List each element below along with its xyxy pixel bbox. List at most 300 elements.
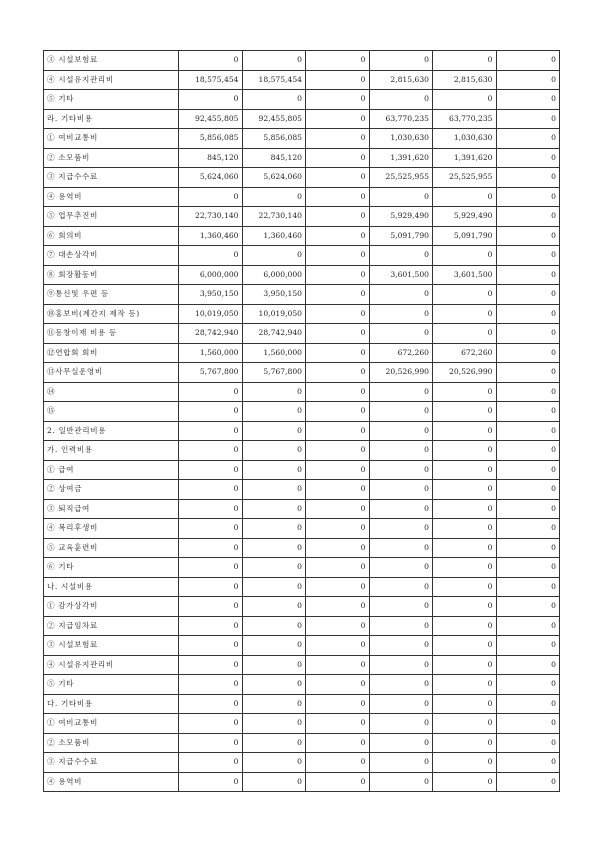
amount-cell: 0: [369, 714, 433, 734]
amount-cell: 0: [433, 675, 497, 695]
amount-cell: 0: [496, 207, 560, 227]
amount-cell: 5,856,085: [179, 129, 243, 149]
amount-cell: 1,391,620: [433, 148, 497, 168]
row-label: ④ 용역비: [44, 187, 179, 207]
amount-cell: 0: [242, 694, 306, 714]
amount-cell: 0: [306, 753, 370, 773]
amount-cell: 0: [179, 382, 243, 402]
row-label: ⑤ 교육훈련비: [44, 538, 179, 558]
amount-cell: 5,091,790: [433, 226, 497, 246]
row-label: 다. 기타비용: [44, 694, 179, 714]
amount-cell: 0: [242, 460, 306, 480]
amount-cell: 3,950,150: [179, 285, 243, 305]
row-label: ① 여비교통비: [44, 129, 179, 149]
amount-cell: 0: [306, 538, 370, 558]
amount-cell: 0: [496, 265, 560, 285]
amount-cell: 1,560,000: [179, 343, 243, 363]
amount-cell: 0: [369, 480, 433, 500]
amount-cell: 0: [306, 304, 370, 324]
amount-cell: 0: [242, 636, 306, 656]
amount-cell: 0: [496, 772, 560, 792]
table-row: [44, 480, 560, 500]
row-label: ③ 시설보험료: [44, 51, 179, 71]
amount-cell: 0: [369, 499, 433, 519]
amount-cell: 0: [496, 363, 560, 383]
amount-cell: 0: [496, 421, 560, 441]
amount-cell: 1,030,630: [369, 129, 433, 149]
amount-cell: 0: [179, 246, 243, 266]
amount-cell: 0: [433, 51, 497, 71]
amount-cell: 28,742,940: [179, 324, 243, 344]
amount-cell: 0: [496, 148, 560, 168]
amount-cell: 672,260: [433, 343, 497, 363]
amount-cell: 0: [306, 51, 370, 71]
amount-cell: 0: [306, 226, 370, 246]
amount-cell: 845,120: [242, 148, 306, 168]
amount-cell: 2,815,630: [369, 70, 433, 90]
amount-cell: 5,767,800: [242, 363, 306, 383]
row-label: ⑧ 회장활동비: [44, 265, 179, 285]
amount-cell: 25,525,955: [433, 168, 497, 188]
amount-cell: 0: [433, 558, 497, 578]
row-label: ⑨통신및 우편 등: [44, 285, 179, 305]
row-label: ⑫연합회 회비: [44, 343, 179, 363]
amount-cell: 0: [496, 109, 560, 129]
amount-cell: 0: [433, 655, 497, 675]
row-label: ③ 퇴직급여: [44, 499, 179, 519]
row-label: ⑮: [44, 402, 179, 422]
amount-cell: 0: [496, 70, 560, 90]
amount-cell: 0: [369, 675, 433, 695]
amount-cell: 0: [433, 460, 497, 480]
amount-cell: 0: [433, 480, 497, 500]
row-label: ⑩홍보비(계간지 제작 등): [44, 304, 179, 324]
amount-cell: 0: [433, 733, 497, 753]
amount-cell: 0: [306, 168, 370, 188]
amount-cell: 0: [369, 597, 433, 617]
row-label: ② 소모품비: [44, 733, 179, 753]
amount-cell: 3,950,150: [242, 285, 306, 305]
row-label: ⑪동창이재 비용 등: [44, 324, 179, 344]
table-row: [44, 129, 560, 149]
amount-cell: 0: [306, 460, 370, 480]
amount-cell: 0: [242, 538, 306, 558]
amount-cell: 3,601,500: [369, 265, 433, 285]
amount-cell: 18,575,454: [242, 70, 306, 90]
table-row: [44, 168, 560, 188]
amount-cell: 0: [306, 597, 370, 617]
amount-cell: 1,360,460: [242, 226, 306, 246]
table-row: [44, 558, 560, 578]
amount-cell: 2,815,630: [433, 70, 497, 90]
amount-cell: 0: [369, 694, 433, 714]
amount-cell: 0: [496, 51, 560, 71]
amount-cell: 0: [306, 616, 370, 636]
amount-cell: 0: [242, 480, 306, 500]
amount-cell: 0: [242, 772, 306, 792]
amount-cell: 0: [242, 753, 306, 773]
amount-cell: 0: [496, 324, 560, 344]
amount-cell: 0: [179, 636, 243, 656]
amount-cell: 5,856,085: [242, 129, 306, 149]
table-row: [44, 343, 560, 363]
amount-cell: 0: [369, 655, 433, 675]
amount-cell: 0: [306, 402, 370, 422]
amount-cell: 0: [179, 187, 243, 207]
amount-cell: 5,767,800: [179, 363, 243, 383]
amount-cell: 0: [433, 90, 497, 110]
amount-cell: 0: [496, 246, 560, 266]
amount-cell: 0: [369, 558, 433, 578]
amount-cell: 0: [306, 343, 370, 363]
amount-cell: 0: [433, 421, 497, 441]
amount-cell: 20,526,990: [369, 363, 433, 383]
amount-cell: 0: [496, 441, 560, 461]
row-label: ② 지급임차료: [44, 616, 179, 636]
amount-cell: 0: [433, 324, 497, 344]
row-label: 라. 기타비용: [44, 109, 179, 129]
amount-cell: 0: [242, 616, 306, 636]
row-label: ③ 지급수수료: [44, 168, 179, 188]
table-row: [44, 207, 560, 227]
amount-cell: 0: [179, 538, 243, 558]
table-row: [44, 226, 560, 246]
amount-cell: 0: [306, 382, 370, 402]
row-label: ⑤ 업무추진비: [44, 207, 179, 227]
amount-cell: 0: [306, 675, 370, 695]
amount-cell: 0: [369, 187, 433, 207]
amount-cell: 10,019,050: [242, 304, 306, 324]
table-row: [44, 733, 560, 753]
amount-cell: 0: [242, 402, 306, 422]
amount-cell: 5,929,490: [369, 207, 433, 227]
amount-cell: 25,525,955: [369, 168, 433, 188]
row-label: ⑬사무실운영비: [44, 363, 179, 383]
amount-cell: 18,575,454: [179, 70, 243, 90]
row-label: 2. 일반관리비용: [44, 421, 179, 441]
row-label: 나. 시설비용: [44, 577, 179, 597]
table-row: [44, 655, 560, 675]
row-label: ① 급여: [44, 460, 179, 480]
row-label: ⑥ 기타: [44, 558, 179, 578]
amount-cell: 0: [496, 694, 560, 714]
amount-cell: 0: [242, 441, 306, 461]
table-row: [44, 90, 560, 110]
amount-cell: 0: [369, 421, 433, 441]
amount-cell: 0: [242, 714, 306, 734]
row-label: ④ 시설유지관리비: [44, 70, 179, 90]
amount-cell: 0: [433, 577, 497, 597]
table-row: [44, 538, 560, 558]
table-row: [44, 304, 560, 324]
amount-cell: 0: [496, 538, 560, 558]
amount-cell: 0: [369, 90, 433, 110]
amount-cell: 5,929,490: [433, 207, 497, 227]
amount-cell: 22,730,140: [179, 207, 243, 227]
table-row: [44, 109, 560, 129]
amount-cell: 0: [433, 285, 497, 305]
amount-cell: 0: [179, 499, 243, 519]
amount-cell: 0: [242, 246, 306, 266]
amount-cell: 0: [369, 246, 433, 266]
amount-cell: 0: [433, 402, 497, 422]
amount-cell: 845,120: [179, 148, 243, 168]
table-row: [44, 285, 560, 305]
amount-cell: 0: [496, 733, 560, 753]
amount-cell: 0: [369, 616, 433, 636]
amount-cell: 6,000,000: [242, 265, 306, 285]
amount-cell: 0: [496, 382, 560, 402]
amount-cell: 0: [496, 304, 560, 324]
amount-cell: 0: [369, 304, 433, 324]
amount-cell: 0: [179, 421, 243, 441]
amount-cell: 0: [433, 382, 497, 402]
amount-cell: 0: [369, 733, 433, 753]
amount-cell: 63,770,235: [433, 109, 497, 129]
amount-cell: 0: [179, 577, 243, 597]
amount-cell: 0: [496, 90, 560, 110]
amount-cell: 0: [496, 616, 560, 636]
amount-cell: 0: [306, 109, 370, 129]
table-row: [44, 772, 560, 792]
amount-cell: 0: [306, 733, 370, 753]
amount-cell: 0: [369, 382, 433, 402]
amount-cell: 0: [306, 421, 370, 441]
amount-cell: 672,260: [369, 343, 433, 363]
amount-cell: 0: [179, 441, 243, 461]
row-label: ① 감가상각비: [44, 597, 179, 617]
amount-cell: 0: [496, 597, 560, 617]
amount-cell: 0: [242, 577, 306, 597]
amount-cell: 0: [179, 480, 243, 500]
amount-cell: 0: [369, 460, 433, 480]
row-label: 가. 인력비용: [44, 441, 179, 461]
row-label: ① 여비교통비: [44, 714, 179, 734]
amount-cell: 0: [306, 246, 370, 266]
amount-cell: 5,624,060: [242, 168, 306, 188]
amount-cell: 0: [242, 382, 306, 402]
amount-cell: 0: [306, 714, 370, 734]
amount-cell: 0: [306, 90, 370, 110]
row-label: ② 소모품비: [44, 148, 179, 168]
amount-cell: 0: [433, 441, 497, 461]
table-row: [44, 714, 560, 734]
amount-cell: 0: [433, 499, 497, 519]
amount-cell: 0: [496, 129, 560, 149]
amount-cell: 10,019,050: [179, 304, 243, 324]
amount-cell: 0: [179, 675, 243, 695]
amount-cell: 0: [306, 480, 370, 500]
amount-cell: 0: [496, 714, 560, 734]
table-row: [44, 382, 560, 402]
amount-cell: 0: [179, 90, 243, 110]
amount-cell: 0: [179, 753, 243, 773]
amount-cell: 0: [179, 772, 243, 792]
amount-cell: 0: [179, 655, 243, 675]
table-row: [44, 519, 560, 539]
amount-cell: 0: [433, 519, 497, 539]
amount-cell: 0: [433, 714, 497, 734]
table-row: [44, 421, 560, 441]
amount-cell: 0: [242, 499, 306, 519]
amount-cell: 0: [496, 168, 560, 188]
amount-cell: 0: [306, 265, 370, 285]
row-label: ④ 용역비: [44, 772, 179, 792]
amount-cell: 0: [242, 421, 306, 441]
amount-cell: 0: [306, 363, 370, 383]
amount-cell: 0: [369, 285, 433, 305]
row-label: ② 상여금: [44, 480, 179, 500]
amount-cell: 0: [496, 675, 560, 695]
amount-cell: 0: [433, 304, 497, 324]
amount-cell: 0: [496, 226, 560, 246]
table-row: [44, 753, 560, 773]
amount-cell: 0: [369, 753, 433, 773]
amount-cell: 0: [369, 324, 433, 344]
table-row: [44, 441, 560, 461]
amount-cell: 0: [306, 694, 370, 714]
amount-cell: 0: [433, 772, 497, 792]
table-row: [44, 694, 560, 714]
amount-cell: 0: [306, 285, 370, 305]
row-label: ③ 지급수수료: [44, 753, 179, 773]
amount-cell: 0: [496, 402, 560, 422]
amount-cell: 1,391,620: [369, 148, 433, 168]
amount-cell: 0: [433, 636, 497, 656]
row-label: ⑤ 기타: [44, 90, 179, 110]
amount-cell: 0: [369, 441, 433, 461]
row-label: ③ 시설보험료: [44, 636, 179, 656]
amount-cell: 0: [242, 597, 306, 617]
amount-cell: 0: [369, 519, 433, 539]
amount-cell: 0: [306, 187, 370, 207]
amount-cell: 0: [369, 772, 433, 792]
table-row: [44, 597, 560, 617]
amount-cell: 5,624,060: [179, 168, 243, 188]
amount-cell: 0: [433, 538, 497, 558]
amount-cell: 0: [496, 558, 560, 578]
amount-cell: 0: [496, 480, 560, 500]
amount-cell: 0: [496, 636, 560, 656]
amount-cell: 0: [179, 597, 243, 617]
amount-cell: 0: [179, 51, 243, 71]
amount-cell: 0: [369, 51, 433, 71]
amount-cell: 0: [369, 538, 433, 558]
row-label: ⑭: [44, 382, 179, 402]
amount-cell: 0: [242, 655, 306, 675]
table-row: [44, 499, 560, 519]
amount-cell: 92,455,805: [179, 109, 243, 129]
amount-cell: 1,030,630: [433, 129, 497, 149]
amount-cell: 0: [306, 324, 370, 344]
amount-cell: 0: [306, 577, 370, 597]
table-row: [44, 324, 560, 344]
amount-cell: 0: [369, 636, 433, 656]
table-row: [44, 51, 560, 71]
amount-cell: 0: [496, 753, 560, 773]
table-row: [44, 402, 560, 422]
amount-cell: 0: [242, 51, 306, 71]
amount-cell: 0: [179, 733, 243, 753]
amount-cell: 0: [433, 246, 497, 266]
amount-cell: 0: [179, 519, 243, 539]
amount-cell: 6,000,000: [179, 265, 243, 285]
row-label: ⑦ 대손상각비: [44, 246, 179, 266]
table-row: [44, 70, 560, 90]
amount-cell: 0: [179, 694, 243, 714]
amount-cell: 0: [242, 90, 306, 110]
table-row: [44, 148, 560, 168]
row-label: ④ 시설유지관리비: [44, 655, 179, 675]
amount-cell: 0: [433, 597, 497, 617]
amount-cell: 20,526,990: [433, 363, 497, 383]
amount-cell: 0: [369, 577, 433, 597]
amount-cell: 28,742,940: [242, 324, 306, 344]
amount-cell: 0: [496, 577, 560, 597]
amount-cell: 92,455,805: [242, 109, 306, 129]
amount-cell: 0: [242, 187, 306, 207]
row-label: ⑤ 기타: [44, 675, 179, 695]
amount-cell: 0: [306, 441, 370, 461]
amount-cell: 0: [306, 70, 370, 90]
amount-cell: 1,560,000: [242, 343, 306, 363]
amount-cell: 0: [306, 519, 370, 539]
amount-cell: 0: [179, 558, 243, 578]
amount-cell: 0: [306, 129, 370, 149]
table-row: [44, 246, 560, 266]
amount-cell: 0: [306, 499, 370, 519]
amount-cell: 3,601,500: [433, 265, 497, 285]
amount-cell: 0: [496, 519, 560, 539]
amount-cell: 0: [306, 655, 370, 675]
amount-cell: 0: [179, 460, 243, 480]
amount-cell: 1,360,460: [179, 226, 243, 246]
amount-cell: 0: [433, 616, 497, 636]
amount-cell: 0: [496, 460, 560, 480]
amount-cell: 0: [496, 655, 560, 675]
amount-cell: 0: [306, 207, 370, 227]
amount-cell: 0: [179, 402, 243, 422]
table-row: [44, 636, 560, 656]
document-page: [43, 50, 559, 792]
table-row: [44, 265, 560, 285]
amount-cell: 0: [306, 148, 370, 168]
table-row: [44, 577, 560, 597]
table-row: [44, 187, 560, 207]
amount-cell: 22,730,140: [242, 207, 306, 227]
amount-cell: 0: [433, 753, 497, 773]
amount-cell: 0: [179, 714, 243, 734]
table-row: [44, 675, 560, 695]
row-label: ⑥ 회의비: [44, 226, 179, 246]
amount-cell: 0: [496, 187, 560, 207]
amount-cell: 0: [433, 187, 497, 207]
table-row: [44, 363, 560, 383]
amount-cell: 0: [306, 558, 370, 578]
amount-cell: 0: [306, 772, 370, 792]
amount-cell: 0: [242, 558, 306, 578]
amount-cell: 0: [369, 402, 433, 422]
amount-cell: 0: [496, 343, 560, 363]
amount-cell: 0: [242, 675, 306, 695]
amount-cell: 0: [433, 694, 497, 714]
expense-table-body: [44, 51, 560, 792]
amount-cell: 63,770,235: [369, 109, 433, 129]
row-label: ④ 복리후생비: [44, 519, 179, 539]
amount-cell: 0: [496, 499, 560, 519]
amount-cell: 0: [242, 733, 306, 753]
amount-cell: 0: [496, 285, 560, 305]
